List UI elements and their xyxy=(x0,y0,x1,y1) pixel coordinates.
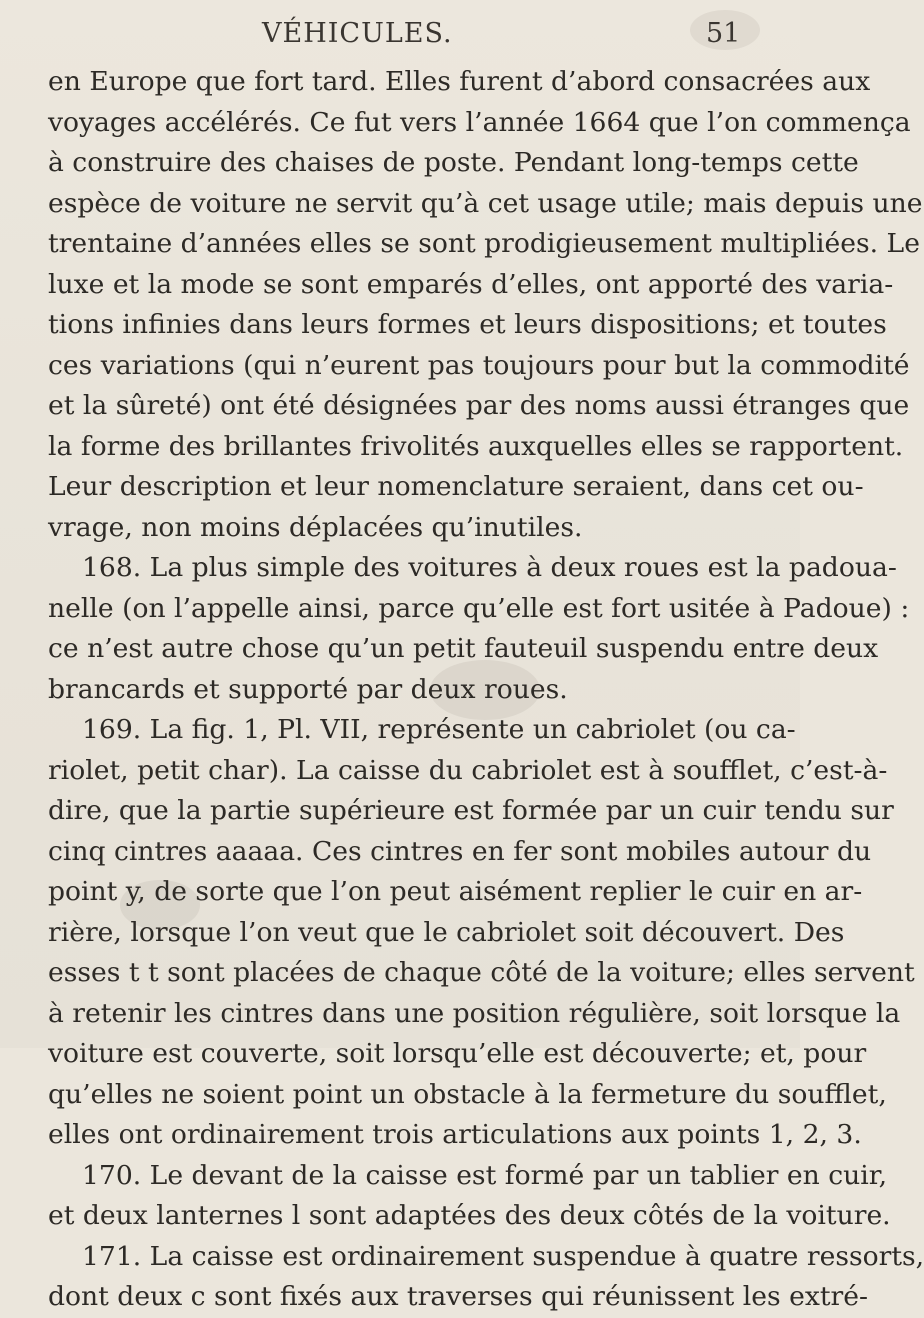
paragraph-start-line: 170. Le devant de la caisse est formé par un tablier en cuir, xyxy=(82,1159,888,1191)
text-line: tions infinies dans leurs formes et leurs dispositions; et toutes xyxy=(48,309,887,340)
text-line: nelle (on l’appelle ainsi, parce qu’elle est fort usitée à Padoue) : xyxy=(48,592,910,624)
text-line: voyages accélérés. Ce fut vers l’année 1664 que l’on commença xyxy=(48,106,911,138)
text-line: rière, lorsque l’on veut que le cabriolet soit découvert. Des xyxy=(48,916,845,948)
text-line: Leur description et leur nomenclature seraient, dans cet ou- xyxy=(48,471,864,502)
text-line: la forme des brillantes frivolités auxquelles elles se rapportent. xyxy=(48,430,904,462)
text-line: ce n’est autre chose qu’un petit fauteuil suspendu entre deux xyxy=(48,633,879,664)
text-line: et la sûreté) ont été désignées par des noms aussi étranges que xyxy=(48,390,910,421)
text-line: esses t t sont placées de chaque côté de la voiture; elles servent xyxy=(48,957,915,988)
page-number: 51 xyxy=(706,18,741,49)
paragraph-start-line: 169. La fig. 1, Pl. VII, représente un cabriolet (ou ca- xyxy=(82,714,796,745)
running-title: VÉHICULES. xyxy=(262,18,453,49)
text-line: riolet, petit char). La caisse du cabriolet est à soufflet, c’est-à- xyxy=(48,754,888,786)
body-text xyxy=(48,62,924,1318)
running-head xyxy=(0,16,800,60)
text-line: à construire des chaises de poste. Pendant long-temps cette xyxy=(48,147,859,178)
text-line: à retenir les cintres dans une position régulière, soit lorsque la xyxy=(48,997,901,1029)
text-line: luxe et la mode se sont emparés d’elles, ont apporté des varia- xyxy=(48,268,894,300)
text-line: qu’elles ne soient point un obstacle à la fermeture du soufflet, xyxy=(48,1078,887,1110)
text-line: ces variations (qui n’eurent pas toujours pour but la commodité xyxy=(48,349,910,381)
text-line: trentaine d’années elles se sont prodigieusement multipliées. Le xyxy=(48,228,920,259)
text-line: en Europe que fort tard. Elles furent d’abord consacrées aux xyxy=(48,66,871,97)
text-line: vrage, non moins déplacées qu’inutiles. xyxy=(48,511,583,543)
text-line: brancards et supporté par deux roues. xyxy=(48,673,568,705)
text-line: dont deux c sont fixés aux traverses qui réunissent les extré- xyxy=(48,1281,868,1312)
text-line: voiture est couverte, soit lorsqu’elle est découverte; et, pour xyxy=(48,1038,867,1069)
paragraph-start-line: 168. La plus simple des voitures à deux roues est la padoua- xyxy=(82,552,897,583)
text-line: et deux lanternes l sont adaptées des deux côtés de la voiture. xyxy=(48,1200,891,1231)
paragraph-start-line: 171. La caisse est ordinairement suspendue à quatre ressorts, xyxy=(82,1240,924,1272)
text-line: espèce de voiture ne servit qu’à cet usage utile; mais depuis une xyxy=(48,187,923,219)
text-line: cinq cintres aaaaa. Ces cintres en fer sont mobiles autour du xyxy=(48,835,872,867)
text-line: dire, que la partie supérieure est formée par un cuir tendu sur xyxy=(48,795,894,826)
text-line: elles ont ordinairement trois articulations aux points 1, 2, 3. xyxy=(48,1119,862,1150)
text-line: point y, de sorte que l’on peut aisément replier le cuir en ar- xyxy=(48,876,863,907)
